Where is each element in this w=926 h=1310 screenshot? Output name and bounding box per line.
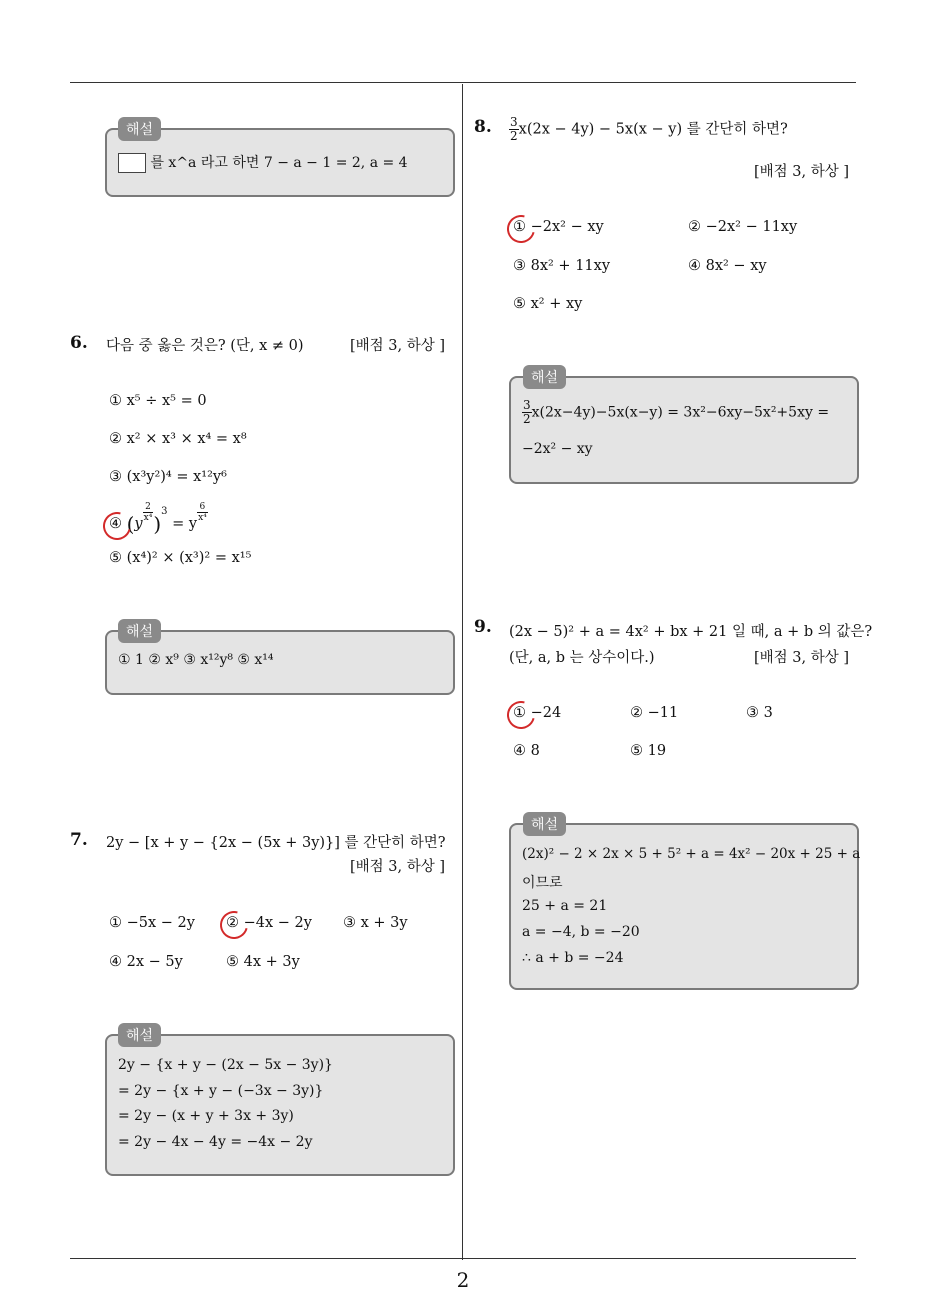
choice-6-4[interactable]: ④ (y $\frac{2}{\text{x⁴}}$ )$^3$ = y $\frac{6}{\text{x⁴}}$ xyxy=(109,502,207,536)
hint-tag-7: 해설 xyxy=(118,1023,161,1047)
choice-8-4[interactable]: ④ 8x² − xy xyxy=(688,258,767,274)
hint-tag-6: 해설 xyxy=(118,619,161,643)
question-text-8: $\frac{3}{2}$ x(2x − 4y) − 5x(x − y) 를 간단히 하면? xyxy=(510,115,788,143)
hint-box-8 xyxy=(509,376,859,484)
choice-8-2[interactable]: ② −2x² − 11xy xyxy=(688,219,798,235)
question-number-8: 8. xyxy=(474,117,492,137)
choice-7-5[interactable]: ⑤ 4x + 3y xyxy=(226,954,300,970)
hint-line-9-5: ∴ a + b = −24 xyxy=(522,950,624,966)
choice-6-1[interactable]: ① x⁵ ÷ x⁵ = 0 xyxy=(109,393,207,409)
choice-6-4-expression: ( xyxy=(126,512,135,536)
hint-box-7 xyxy=(105,1034,455,1176)
hint-line-8-1: $\frac{3}{2}$ x(2x−4y)−5x(x−y) = 3x²−6xy−5x²+5xy = xyxy=(523,398,830,426)
points-9: [배점 3, 하상 ] xyxy=(754,650,850,666)
answer-circle-mark: ② xyxy=(226,915,239,931)
hint-text-5: 를 x^a 라고 하면 7 − a − 1 = 2, a = 4 xyxy=(118,152,408,173)
choice-6-5[interactable]: ⑤ (x⁴)² × (x³)² = x¹⁵ xyxy=(109,550,252,566)
question-number-9: 9. xyxy=(474,617,492,637)
choice-8-1[interactable]: ① −2x² − xy xyxy=(513,219,604,235)
hint-text-6: ① 1 ② x⁹ ③ x¹²y⁸ ⑤ x¹⁴ xyxy=(118,652,274,668)
answer-circle-mark: ① xyxy=(513,705,526,721)
points-7: [배점 3, 하상 ] xyxy=(350,859,446,875)
choice-8-5[interactable]: ⑤ x² + xy xyxy=(513,296,583,312)
choice-7-1[interactable]: ① −5x − 2y xyxy=(109,915,195,931)
choice-9-4[interactable]: ④ 8 xyxy=(513,743,540,759)
choice-6-2[interactable]: ② x² × x³ × x⁴ = x⁸ xyxy=(109,431,247,447)
hint-line-9-1: (2x)² − 2 × 2x × 5 + 5² + a = 4x² − 20x + 25 + a xyxy=(522,846,861,862)
hint-line-9-4: a = −4, b = −20 xyxy=(522,924,640,940)
hint-line-7-4: = 2y − 4x − 4y = −4x − 2y xyxy=(118,1134,313,1150)
hint-line-7-3: = 2y − (x + y + 3x + 3y) xyxy=(118,1108,294,1124)
column-divider xyxy=(462,84,463,1260)
choice-9-2[interactable]: ② −11 xyxy=(630,705,679,721)
question-text-7: 2y − [x + y − {2x − (5x + 3y)}] 를 간단히 하면? xyxy=(106,835,446,851)
choice-7-4[interactable]: ④ 2x − 5y xyxy=(109,954,183,970)
choice-9-5[interactable]: ⑤ 19 xyxy=(630,743,667,759)
question-number-7: 7. xyxy=(70,830,88,850)
top-rule xyxy=(70,82,856,83)
question-text-9-line1: (2x − 5)² + a = 4x² + bx + 21 일 때, a + b 의 값은? xyxy=(509,624,873,640)
points-8: [배점 3, 하상 ] xyxy=(754,164,850,180)
answer-blank xyxy=(118,153,146,173)
fraction-3-2: $\frac{3}{2}$ xyxy=(510,115,518,143)
choice-6-3[interactable]: ③ (x³y²)⁴ = x¹²y⁶ xyxy=(109,469,227,485)
page-number: 2 xyxy=(456,1268,470,1292)
choice-8-3[interactable]: ③ 8x² + 11xy xyxy=(513,258,611,274)
hint-tag-8: 해설 xyxy=(523,365,566,389)
hint-tag-9: 해설 xyxy=(523,812,566,836)
choice-7-3[interactable]: ③ x + 3y xyxy=(343,915,408,931)
bottom-rule xyxy=(70,1258,856,1259)
hint-line-7-1: 2y − {x + y − (2x − 5x − 3y)} xyxy=(118,1057,333,1073)
hint-line-9-3: 25 + a = 21 xyxy=(522,898,608,914)
question-text-9-line2: (단, a, b 는 상수이다.) xyxy=(509,650,655,666)
hint-line-7-2: = 2y − {x + y − (−3x − 3y)} xyxy=(118,1083,324,1099)
hint-line-8-2: −2x² − xy xyxy=(522,441,593,457)
choice-7-2[interactable]: ② −4x − 2y xyxy=(226,915,312,931)
answer-circle-mark: ① xyxy=(513,219,526,235)
question-text-6: 다음 중 옳은 것은? (단, x ≠ 0) xyxy=(106,338,304,354)
choice-9-3[interactable]: ③ 3 xyxy=(746,705,773,721)
answer-circle-mark: ④ xyxy=(109,516,122,532)
choice-9-1[interactable]: ① −24 xyxy=(513,705,562,721)
points-6: [배점 3, 하상 ] xyxy=(350,338,446,354)
hint-line-9-2: 이므로 xyxy=(522,875,563,891)
question-number-6: 6. xyxy=(70,333,88,353)
hint-tag-5: 해설 xyxy=(118,117,161,141)
